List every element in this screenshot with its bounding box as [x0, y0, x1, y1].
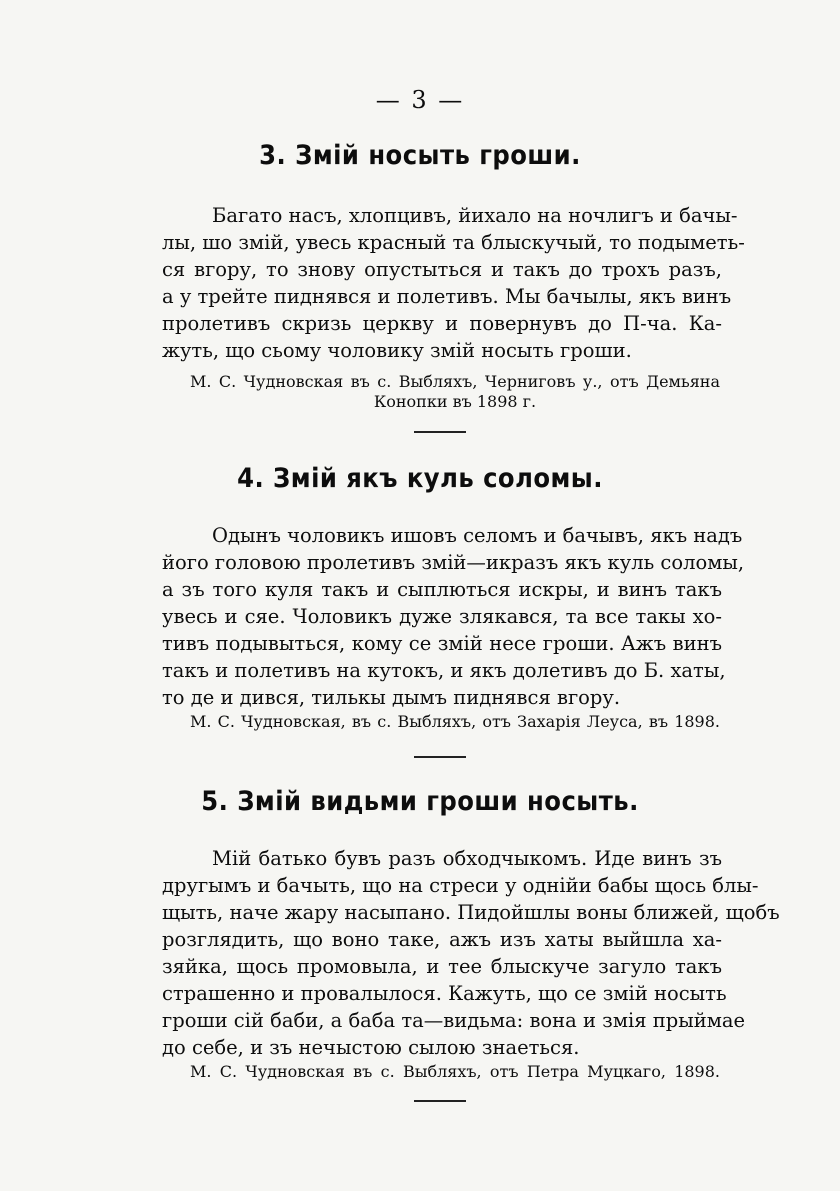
- text-line: розглядить, що воно таке, ажъ изъ хаты выйшла ха-: [162, 928, 722, 951]
- text-line: ся вгору, то знову опустыться и такъ до трохъ разъ,: [162, 258, 722, 281]
- attribution-line: М. С. Чудновская въ с. Выбляхъ, отъ Петра Муцкаго, 1898.: [190, 1062, 720, 1081]
- attribution-line: М. С. Чудновская, въ с. Выбляхъ, отъ Захарія Леуса, въ 1898.: [190, 712, 720, 731]
- text-line: його головою пролетивъ змій—икразъ якъ куль соломы,: [162, 551, 745, 574]
- section-5-body: [162, 845, 780, 1061]
- section-5-attribution: [190, 1062, 720, 1082]
- text-line: страшенно и провалылося. Кажуть, що се змій носыть: [162, 982, 727, 1005]
- text-line: жуть, що сьому чоловику змій носыть гроши.: [162, 339, 632, 362]
- text-line: то де и дився, тилькы дымъ пиднявся вгору.: [162, 686, 621, 709]
- text-line: пролетивъ скризь церкву и повернувъ до П-ча. Ка-: [162, 312, 722, 335]
- section-4: [0, 463, 840, 494]
- section-title: 4. Змій якъ куль соломы.: [237, 463, 603, 494]
- attribution-line: М. С. Чудновская въ с. Выбляхъ, Черниговъ у., отъ Демьяна: [190, 372, 720, 391]
- text-line: зяйка, щось промовыла, и тее блыскуче загуло такъ: [162, 955, 722, 978]
- text-line: до себе, и зъ нечыстою сылою знаеться.: [162, 1036, 580, 1059]
- section-title: 3. Змій носыть гроши.: [259, 140, 581, 171]
- section-3-body: [162, 202, 745, 364]
- text-line: а у трейте пиднявся и полетивъ. Мы бачылы, якъ винъ: [162, 285, 732, 308]
- text-line: другымъ и бачыть, що на стреси у однійи бабы щось блы-: [162, 874, 759, 897]
- text-line: щыть, наче жару насыпано. Пидойшлы воны ближей, щобъ: [162, 901, 780, 924]
- text-line: лы, шо змій, увесь красный та блыскучый, то подыметь-: [162, 231, 745, 254]
- attribution-line: Конопки въ 1898 г.: [373, 392, 537, 411]
- section-4-body: [162, 522, 745, 711]
- section-3: [0, 140, 840, 171]
- section-divider: [414, 1100, 466, 1102]
- text-line: увесь и сяе. Чоловикъ дуже злякався, та все такы хо-: [162, 605, 722, 628]
- section-divider: [414, 431, 466, 433]
- text-line: такъ и полетивъ на кутокъ, и якъ долетивъ до Б. хаты,: [162, 659, 726, 682]
- text-line: Одынъ чоловикъ ишовъ селомъ и бачывъ, якъ надъ: [212, 524, 743, 547]
- section-4-attribution: [190, 712, 720, 732]
- text-line: а зъ того куля такъ и сыплються искры, и винъ такъ: [162, 578, 722, 601]
- text-line: Мій батько бувъ разъ обходчыкомъ. Иде винъ зъ: [212, 847, 722, 870]
- text-line: тивъ подывыться, кому се змій несе гроши. Ажъ винъ: [162, 632, 722, 655]
- section-5: [0, 786, 840, 817]
- section-3-attribution: [190, 372, 720, 412]
- text-line: Багато насъ, хлопцивъ, йихало на ночлигъ и бачы-: [212, 204, 738, 227]
- page-number: — 3 —: [375, 86, 465, 114]
- section-divider: [414, 756, 466, 758]
- text-line: гроши сій баби, а баба та—видьма: вона и змія прыймае: [162, 1009, 746, 1032]
- section-title: 5. Змій видьми гроши носыть.: [201, 786, 639, 817]
